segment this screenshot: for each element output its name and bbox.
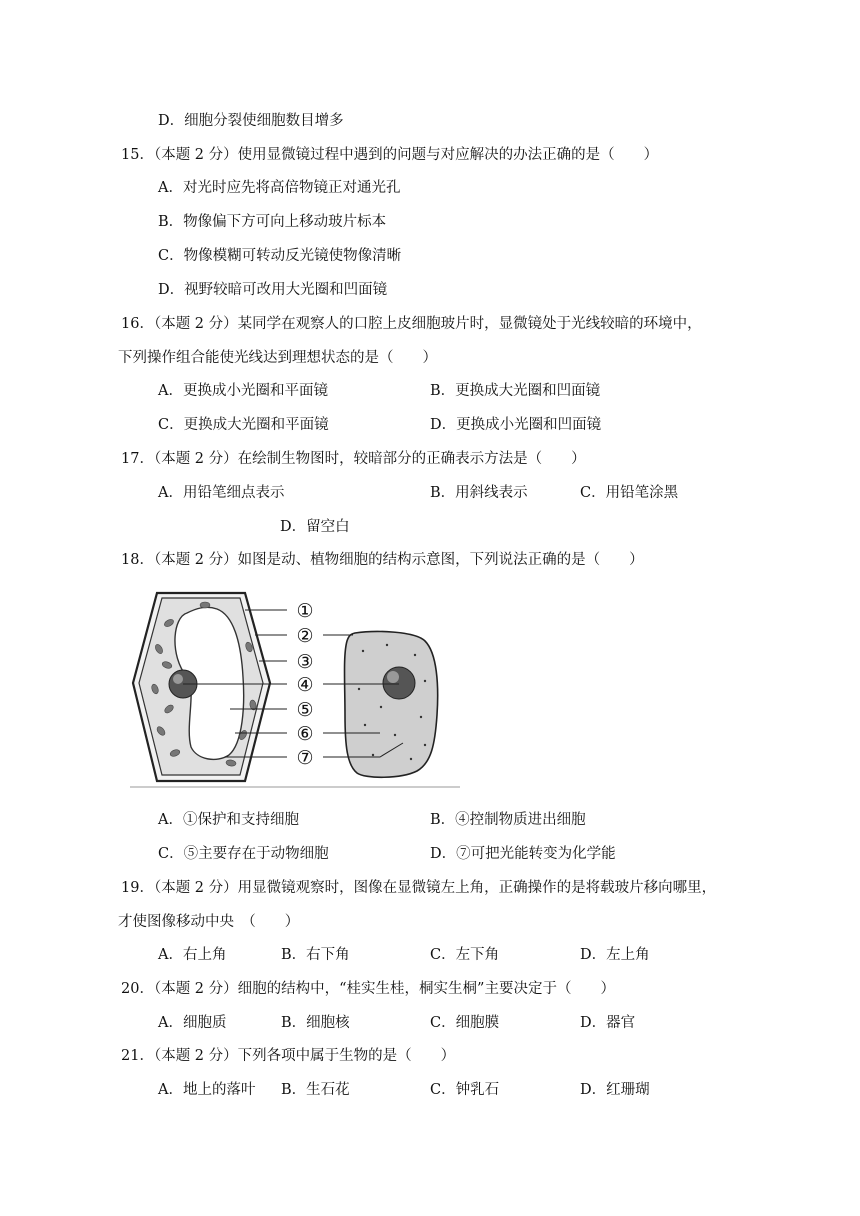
q20-option-c: C．细胞膜	[430, 1015, 500, 1031]
q21-option-d: D．红珊瑚	[580, 1082, 650, 1098]
q14-option-d: D．细胞分裂使细胞数目增多	[158, 113, 344, 129]
q20-option-a: A．细胞质	[158, 1015, 227, 1031]
q21-option-b: B．生石花	[281, 1082, 350, 1098]
q17-option-b: B．用斜线表示	[430, 485, 528, 501]
label-3: ③	[296, 651, 314, 673]
q18-option-a: A．①保护和支持细胞	[158, 812, 299, 828]
q21-option-a: A．地上的落叶	[158, 1082, 256, 1098]
q18-option-d: D．⑦可把光能转变为化学能	[430, 846, 616, 862]
q16-option-b: B．更换成大光圈和凹面镜	[430, 383, 601, 399]
label-5: ⑤	[296, 699, 314, 721]
q18-option-c: C．⑤主要存在于动物细胞	[158, 846, 329, 862]
q15-stem: 15．（本题 2 分）使用显微镜过程中遇到的问题与对应解决的办法正确的是（ ）	[121, 147, 659, 163]
animal-cell	[345, 632, 438, 778]
q19-option-d: D．左上角	[580, 947, 650, 963]
q20-option-b: B．细胞核	[281, 1015, 350, 1031]
q17-stem: 17．（本题 2 分）在绘制生物图时，较暗部分的正确表示方法是（ ）	[121, 451, 586, 467]
label-2: ②	[296, 625, 314, 647]
cell-structure-diagram	[125, 585, 465, 795]
q18-stem: 18．（本题 2 分）如图是动、植物细胞的结构示意图，下列说法正确的是（ ）	[121, 552, 644, 568]
q15-option-a: A．对光时应先将高倍物镜正对通光孔	[158, 180, 401, 196]
q21-stem: 21．（本题 2 分）下列各项中属于生物的是（ ）	[121, 1048, 456, 1064]
q17-option-c: C．用铅笔涂黑	[580, 485, 679, 501]
q19-stem-line1: 19．（本题 2 分）用显微镜观察时，图像在显微镜左上角，正确操作的是将载玻片移向哪里，	[121, 880, 717, 896]
q15-option-b: B．物像偏下方可向上移动玻片标本	[158, 214, 387, 230]
label-6: ⑥	[296, 723, 314, 745]
q19-option-c: C．左下角	[430, 947, 500, 963]
label-7: ⑦	[296, 747, 314, 769]
q16-stem-line2: 下列操作组合能使光线达到理想状态的是（ ）	[118, 350, 437, 366]
q19-option-b: B．右下角	[281, 947, 350, 963]
animal-nucleus	[383, 667, 415, 699]
q17-option-d: D．留空白	[280, 519, 350, 535]
q15-option-c: C．物像模糊可转动反光镜使物像清晰	[158, 248, 402, 264]
q16-option-c: C．更换成大光圈和平面镜	[158, 417, 329, 433]
q17-option-a: A．用铅笔细点表示	[158, 485, 285, 501]
q21-option-c: C．钟乳石	[430, 1082, 500, 1098]
q20-option-d: D．器官	[580, 1015, 636, 1031]
q15-option-d: D．视野较暗可改用大光圈和凹面镜	[158, 282, 388, 298]
q19-option-a: A．右上角	[158, 947, 227, 963]
label-4: ④	[296, 674, 314, 696]
q16-option-d: D．更换成小光圈和凹面镜	[430, 417, 602, 433]
q18-option-b: B．④控制物质进出细胞	[430, 812, 586, 828]
q20-stem: 20．（本题 2 分）细胞的结构中，“桂实生桂，桐实生桐”主要决定于（ ）	[121, 981, 615, 997]
q16-stem-line1: 16．（本题 2 分）某同学在观察人的口腔上皮细胞玻片时，显微镜处于光线较暗的环境中，	[121, 316, 702, 332]
q16-option-a: A．更换成小光圈和平面镜	[158, 383, 328, 399]
label-1: ①	[296, 600, 314, 622]
q19-stem-line2: 才使图像移动中央 （ ）	[118, 914, 300, 930]
